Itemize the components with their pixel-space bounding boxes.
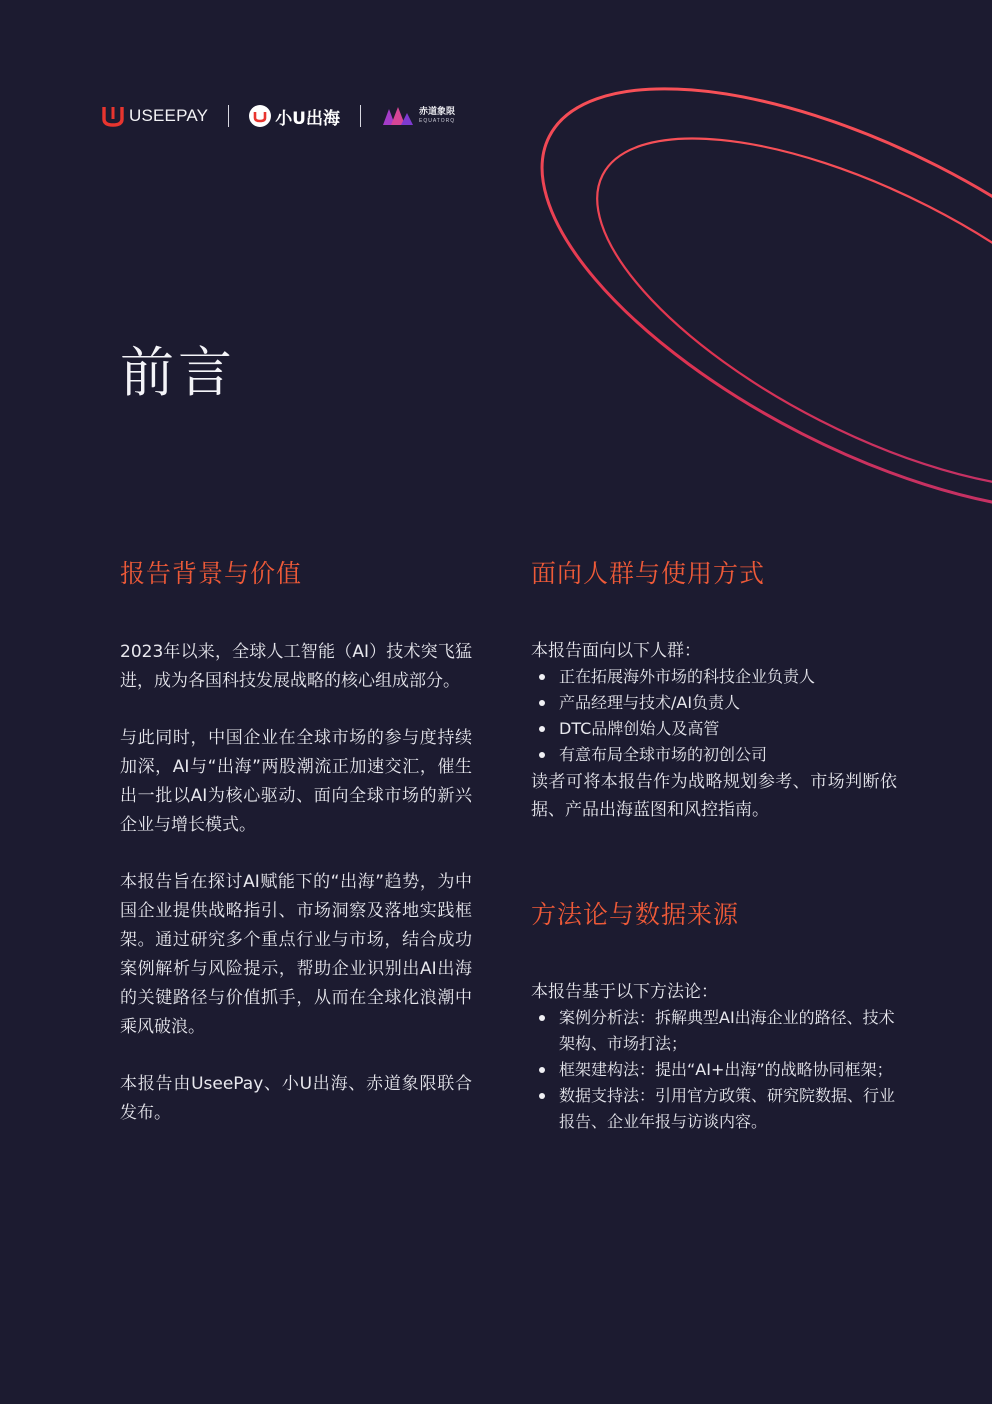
audience-intro: 本报告面向以下人群：	[531, 641, 701, 661]
arc-inner	[548, 68, 992, 559]
section-heading-audience: 面向人群与使用方式	[531, 559, 766, 588]
list-item: 正在拓展海外市场的科技企业负责人	[531, 664, 897, 690]
methodology-list	[531, 1005, 897, 1135]
list-item: 框架建构法：提出“AI+出海”的战略协同框架；	[531, 1057, 897, 1083]
arc-outer	[481, 3, 992, 597]
bullet-icon	[539, 700, 545, 706]
useepay-logo	[102, 105, 208, 127]
page-title: 前言	[120, 341, 236, 404]
useepay-mark-icon	[102, 105, 124, 127]
paragraph: 2023年以来，全球人工智能（AI）技术突飞猛进，成为各国科技发展战略的核心组成部分。	[120, 642, 472, 691]
bullet-icon	[539, 726, 545, 732]
equator-logo	[381, 105, 455, 127]
useepay-logo-text: USEEPAY	[129, 106, 209, 125]
methodology-section	[531, 897, 897, 1135]
list-item: DTC品牌创始人及高管	[531, 716, 897, 742]
bullet-icon	[539, 1067, 545, 1073]
partner-logos	[102, 100, 455, 132]
audience-section	[531, 556, 897, 824]
list-item: 有意布局全球市场的初创公司	[531, 742, 897, 768]
xiaou-logo	[249, 104, 340, 129]
xiaou-logo-text: 小U出海	[275, 108, 340, 129]
paragraph: 本报告旨在探讨AI赋能下的“出海”趋势，为中国企业提供战略指引、市场洞察及落地实践框架。通过研究多个重点行业与市场，结合成功案例解析与风险提示，帮助企业识别出AI出海的关键路径与价值抓手，从而在全球化浪潮中乘风破浪。	[120, 872, 472, 1037]
bullet-icon	[539, 1015, 545, 1021]
logo-divider	[360, 105, 361, 127]
audience-list	[531, 664, 897, 768]
section-heading-methodology: 方法论与数据来源	[531, 900, 740, 929]
list-item: 案例分析法：拆解典型AI出海企业的路径、技术架构、市场打法；	[531, 1005, 897, 1057]
paragraph: 本报告由UseePay、小U出海、赤道象限联合发布。	[120, 1074, 472, 1123]
equator-logo-en: EQUATORQ	[419, 118, 456, 124]
list-item: 产品经理与技术/AI负责人	[531, 690, 897, 716]
equator-logo-cn: 赤道象限	[419, 107, 456, 117]
audience-closing: 读者可将本报告作为战略规划参考、市场判断依据、产品出海蓝图和风控指南。	[531, 772, 897, 820]
bullet-icon	[539, 1093, 545, 1099]
list-item: 数据支持法：引用官方政策、研究院数据、行业报告、企业年报与访谈内容。	[531, 1083, 897, 1135]
background-section	[120, 556, 472, 1156]
bullet-icon	[539, 752, 545, 758]
bullet-icon	[539, 674, 545, 680]
logo-divider	[228, 105, 229, 127]
paragraph: 与此同时，中国企业在全球市场的参与度持续加深，AI与“出海”两股潮流正加速交汇，催生出一批以AI为核心驱动、面向全球市场的新兴企业与增长模式。	[120, 728, 472, 835]
methodology-intro: 本报告基于以下方法论：	[531, 982, 718, 1002]
equator-mark-icon	[381, 105, 415, 127]
xiaou-mark-icon	[249, 105, 271, 127]
section-heading-background: 报告背景与价值	[120, 559, 303, 588]
